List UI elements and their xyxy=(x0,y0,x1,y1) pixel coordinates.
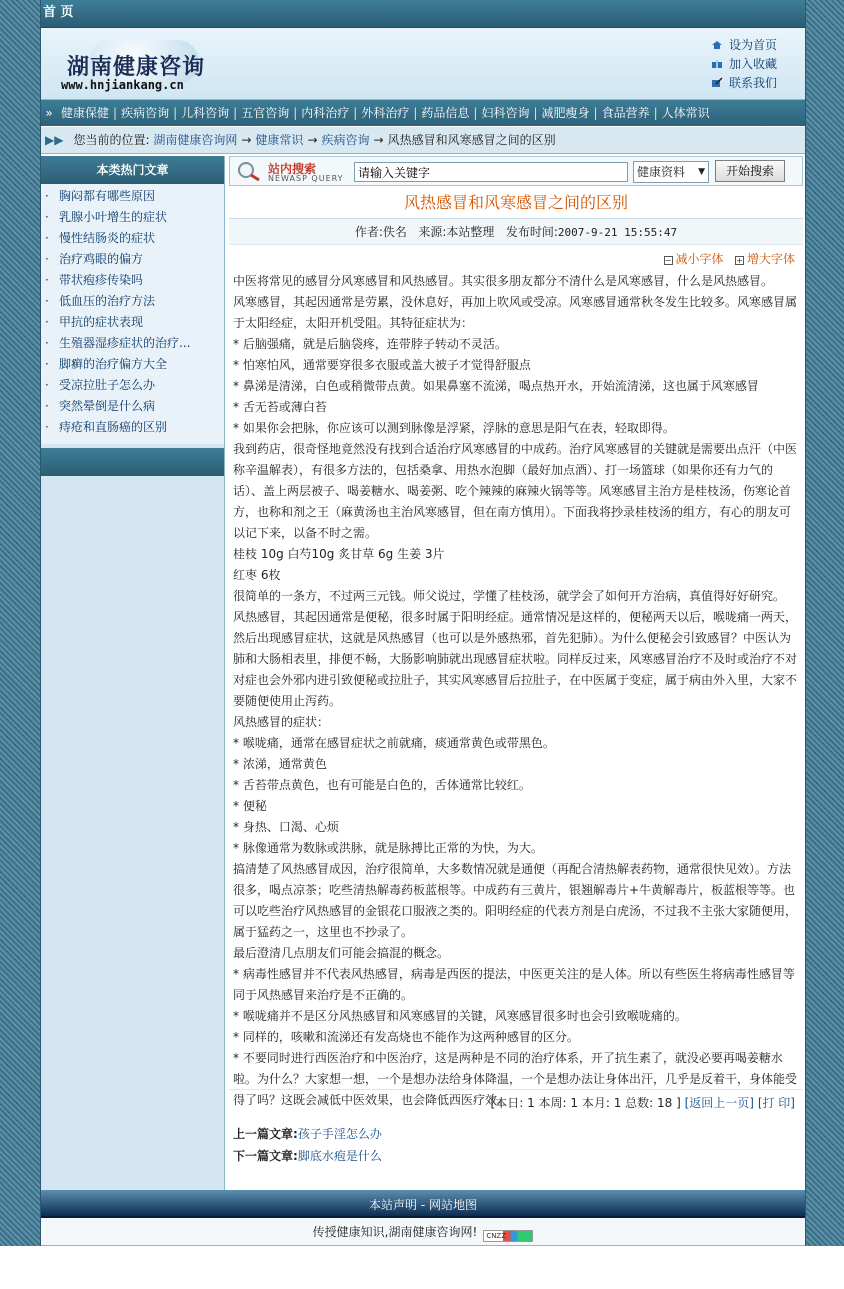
print-link[interactable]: [打 印] xyxy=(757,1096,795,1110)
back-link[interactable]: [返回上一页] xyxy=(684,1096,754,1110)
sidebar-footer-bar xyxy=(41,448,224,476)
article-paragraph: 很简单的一条方，不过两三元钱。师父说过，学懂了桂枝汤，就学会了如何开方治病，真值得好好研究。 xyxy=(233,589,786,603)
quick-links xyxy=(711,36,785,93)
breadcrumb-current: 风热感冒和风寒感冒之间的区别 xyxy=(387,133,556,147)
hot-article-item[interactable]: · 痔疮和直肠癌的区别 xyxy=(45,420,168,434)
hot-article-item[interactable]: · 慢性结肠炎的症状 xyxy=(45,231,156,245)
set-homepage-link[interactable]: 设为首页 xyxy=(711,36,785,55)
search-input[interactable] xyxy=(354,162,628,182)
nav-item[interactable]: 妇科咨询 xyxy=(481,106,530,120)
article-paragraph: 搞清楚了风热感冒成因，治疗很简单，大多数情况就是通便（再配合清热解表药物，通常很快见效）。方法很多，喝点凉茶；吃些清热解毒药板蓝根等。中成药有三黄片，银翘解毒片+牛黄解毒片，板蓝根等等。也可以吃些治疗风热感冒的金银花口服液之类的。阳明经症的代表方剂是白虎汤，不过我不主张大家随便用，属于猛药之一，这里也不抄录了。 xyxy=(233,862,798,939)
nav-item[interactable]: 减肥瘦身 xyxy=(541,106,590,120)
article-time: 2007-9-21 15:55:47 xyxy=(557,226,678,239)
article-paragraph: * 浓涕，通常黄色 xyxy=(233,757,327,771)
article-meta: 作者:佚名 来源:本站整理 发布时间:2007-9-21 15:55:47 xyxy=(229,219,803,245)
hot-article-item[interactable]: · 乳腺小叶增生的症状 xyxy=(45,210,168,224)
site-map-link[interactable]: 网站地图 xyxy=(429,1198,478,1212)
increase-font-button[interactable]: + 增大字体 xyxy=(736,252,795,266)
site-statement-link[interactable]: 本站声明 xyxy=(368,1198,417,1212)
hot-article-item[interactable]: · 突然晕倒是什么病 xyxy=(45,399,156,413)
article-paragraph: 风热感冒的症状： xyxy=(233,715,330,729)
breadcrumb-link[interactable]: 疾病咨询 xyxy=(321,133,370,147)
site-search xyxy=(229,156,803,186)
breadcrumb: ▶▶ 您当前的位置: 湖南健康咨询网 → 健康常识 → 疾病咨询 → 风热感冒和风寒感冒之间的区别 xyxy=(41,126,805,154)
article-paragraph: * 怕寒怕风，通常要穿很多衣服或盖大被子才觉得舒服点 xyxy=(233,358,531,372)
view-count: [本日: 1 本周: 1 本月: 1 总数: 18 ] xyxy=(490,1096,681,1110)
site-logo[interactable] xyxy=(59,36,219,94)
article-paragraph: 中医将常见的感冒分风寒感冒和风热感冒。其实很多朋友都分不清什么是风寒感冒，什么是风热感冒。 xyxy=(233,274,774,288)
article-paragraph: 风寒感冒，其起因通常是劳累，没休息好，再加上吹风或受凉。风寒感冒通常秋冬发生比较多。风寒感冒属于太阳经症，太阳开机受阻。其特征症状为： xyxy=(233,295,798,330)
nav-item[interactable]: 人体常识 xyxy=(661,106,710,120)
article-paragraph: * 喉咙痛并不是区分风热感冒和风寒感冒的关键，风寒感冒很多时也会引致喉咙痛的。 xyxy=(233,1009,687,1023)
nav-item[interactable]: 药品信息 xyxy=(421,106,470,120)
nav-item[interactable]: 食品营养 xyxy=(601,106,650,120)
font-size-controls xyxy=(229,247,803,271)
main-content xyxy=(229,156,803,1190)
article-paragraph: * 舌无苔或薄白苔 xyxy=(233,400,327,414)
logo-title: 湖南健康咨询 xyxy=(67,54,206,80)
double-chevron-right-icon: » xyxy=(45,106,53,120)
nav-item[interactable]: 内科治疗 xyxy=(301,106,350,120)
nav-item[interactable]: 健康保健 xyxy=(61,106,110,120)
article-paragraph: 桂枝 10g 白芍10g 炙甘草 6g 生姜 3片 xyxy=(233,547,445,561)
article-paragraph: * 喉咙痛，通常在感冒症状之前就痛，痰通常黄色或带黑色。 xyxy=(233,736,555,750)
article-source: 本站整理 xyxy=(446,225,495,239)
article-author: 佚名 xyxy=(382,225,407,239)
sidebar-title: 本类热门文章 xyxy=(41,156,224,184)
hot-article-item[interactable]: · 低血压的治疗方法 xyxy=(45,294,156,308)
hot-article-item[interactable]: · 甲抗的症状表现 xyxy=(45,315,144,329)
breadcrumb-prefix: 您当前的位置: xyxy=(73,133,150,147)
plus-icon: + xyxy=(736,256,743,265)
magnifier-icon xyxy=(234,160,264,182)
article-paragraph: 最后澄清几点朋友们可能会搞混的概念。 xyxy=(233,946,450,960)
hot-article-list xyxy=(41,184,224,444)
search-button[interactable]: 开始搜索 xyxy=(715,160,785,182)
article-paragraph: 红枣 6枚 xyxy=(233,568,281,582)
cnzz-badge[interactable]: CNZZ xyxy=(483,1230,533,1242)
breadcrumb-link[interactable]: 湖南健康咨询网 xyxy=(153,133,238,147)
nav-item[interactable]: 外科治疗 xyxy=(361,106,410,120)
logo-url: www.hnjiankang.cn xyxy=(61,78,184,92)
decrease-font-button[interactable]: − 减小字体 xyxy=(664,252,724,266)
chevron-down-icon: ▼ xyxy=(698,167,705,177)
hot-article-item[interactable]: · 生殖器湿疹症状的治疗... xyxy=(45,336,191,350)
article-paragraph: * 如果你会把脉，你应该可以测到脉像是浮紧，浮脉的意思是阳气在表，轻取即得。 xyxy=(233,421,675,435)
article-title: 风热感冒和风寒感冒之间的区别 xyxy=(229,187,803,219)
hot-article-item[interactable]: · 治疗鸡眼的偏方 xyxy=(45,252,144,266)
hot-article-item[interactable]: · 带状疱疹传染吗 xyxy=(45,273,144,287)
gift-icon xyxy=(711,59,723,69)
sidebar xyxy=(41,156,225,1190)
contact-us-link[interactable]: 联系我们 xyxy=(711,74,785,93)
nav-item[interactable]: 疾病咨询 xyxy=(121,106,170,120)
minus-icon: − xyxy=(664,256,672,265)
nav-item[interactable]: 儿科咨询 xyxy=(181,106,230,120)
main-nav: » 健康保健 | 疾病咨询 | 儿科咨询 | 五官咨询 | 内科治疗 | 外科治疗 | 药品信息 | 妇科咨询 | 减肥瘦身 | 食品营养 | 人体常识 xyxy=(41,100,805,126)
hot-article-item[interactable]: · 脚癣的治疗偏方大全 xyxy=(45,357,168,371)
article-paragraph: * 便秘 xyxy=(233,799,267,813)
footer-bar: 本站声明 - 网站地图 xyxy=(41,1190,805,1218)
article-paragraph: * 脉像通常为数脉或洪脉，就是脉搏比正常的为快，为大。 xyxy=(233,841,543,855)
hot-article-item[interactable]: · 受凉拉肚子怎么办 xyxy=(45,378,156,392)
site-header xyxy=(41,28,805,100)
article-paragraph: * 同样的，咳嗽和流涕还有发高烧也不能作为这两种感冒的区分。 xyxy=(233,1030,579,1044)
article-paragraph: 我到药店，很奇怪地竟然没有找到合适治疗风寒感冒的中成药。治疗风寒感冒的关键就是需要出点汗（中医称辛温解表），有很多方法的，包括桑拿、用热水泡脚（最好加点酒）、打一场篮球（如果你还有力气的话）、盖上两层被子、喝姜糖水、喝姜粥、吃个辣辣的麻辣火锅等等。风寒感冒主治方是桂枝汤，伤寒论首方，也称和剂之王（麻黄汤也主治风寒感冒，但在南方慎用）。下面我将抄录桂枝汤的组方，有心的朋友可以记下来，以备不时之需。 xyxy=(233,442,798,540)
article-paragraph: * 后脑强痛，就是后脑袋疼，连带脖子转动不灵活。 xyxy=(233,337,507,351)
breadcrumb-link[interactable]: 健康常识 xyxy=(255,133,304,147)
search-label: 站内搜索 xyxy=(268,162,317,176)
article-paragraph: * 不要同时进行西医治疗和中医治疗，这是两种是不同的治疗体系，开了抗生素了，就没必要再喝姜糖水啦。为什么？大家想一想，一个是想办法给身体降温，一个是想办法让身体出汗，几乎是反着干，身体能受得了吗？这既会减低中医效果，也会降低西医疗效。 xyxy=(233,1051,798,1107)
search-sublabel: NEWASP QUERY xyxy=(268,174,344,183)
article-paragraph: * 病毒性感冒并不代表风热感冒，病毒是西医的提法，中医更关注的是人体。所以有些医生将病毒性感冒等同于风热感冒来治疗是不正确的。 xyxy=(233,967,795,1002)
article-paragraph: * 身热、口渴、心烦 xyxy=(233,820,339,834)
article-paragraph: 风热感冒，其起因通常是便秘，很多时属于阳明经症。通常情况是这样的，便秘两天以后，喉咙痛一两天，然后出现感冒症状，这就是风热感冒（也可以是外感热邪，首先犯肺）。为什么便秘会引致感冒？中医认为肺和大肠相表里，排便不畅，大肠影响肺就出现感冒症状啦。同样反过来，风寒感冒治疗不及时或治疗不对对症也会外邪内进引致便秘或拉肚子，其实风寒感冒后拉肚子，在中医属于变症，属于病由外入里，大家不要随便使用止泻药。 xyxy=(233,610,798,708)
next-article-link[interactable]: 脚底水疱是什么 xyxy=(297,1149,382,1163)
add-favorite-link[interactable]: 加入收藏 xyxy=(711,55,785,74)
home-icon xyxy=(711,40,723,50)
article-paragraph: * 鼻涕是清涕，白色或稍微带点黄。如果鼻塞不流涕，喝点热开水，开始流清涕，这也属于风寒感冒 xyxy=(233,379,759,393)
prev-next-nav: 上一篇文章:孩子手淫怎么办 下一篇文章:脚底水疱是什么 xyxy=(233,1127,382,1163)
hot-article-item[interactable]: · 胸闷都有哪些原因 xyxy=(45,189,156,203)
footer-slogan: 传授健康知识,湖南健康咨询网! CNZZ xyxy=(41,1218,805,1246)
prev-article-link[interactable]: 孩子手淫怎么办 xyxy=(297,1127,382,1141)
edit-icon xyxy=(711,78,723,88)
double-triangle-right-icon: ▶▶ xyxy=(45,133,64,147)
article-paragraph: * 舌苔带点黄色，也有可能是白色的，舌体通常比较红。 xyxy=(233,778,531,792)
top-bar xyxy=(41,0,805,28)
nav-item[interactable]: 五官咨询 xyxy=(241,106,290,120)
search-category-select[interactable]: 健康资料 ▼ xyxy=(633,161,709,183)
page-container xyxy=(40,0,806,1246)
home-link[interactable]: 首 页 xyxy=(43,5,74,20)
